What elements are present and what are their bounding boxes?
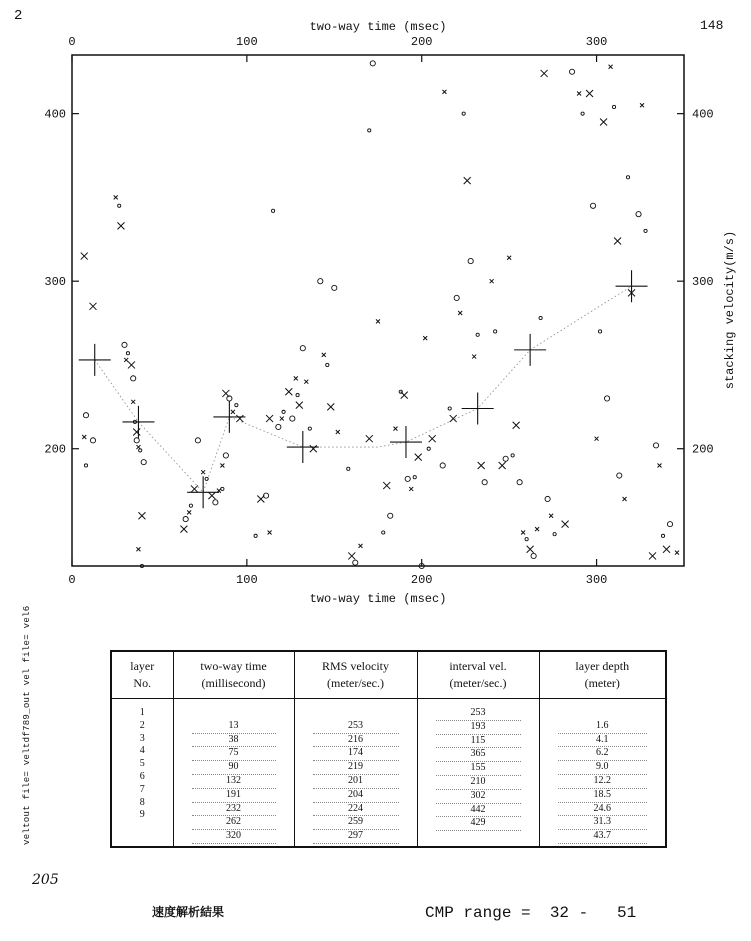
semblance-cross xyxy=(549,514,553,518)
header-rms xyxy=(294,651,417,699)
semblance-circle xyxy=(223,453,228,458)
rms-cell: 297 xyxy=(313,830,399,844)
semblance-circle xyxy=(653,443,658,448)
rms-cell: 216 xyxy=(313,734,399,748)
y-tick-label-right: 300 xyxy=(692,275,714,290)
semblance-circle xyxy=(517,480,522,485)
time-cell: 262 xyxy=(192,816,276,830)
semblance-circle xyxy=(569,69,574,74)
semblance-circle xyxy=(626,176,629,179)
rms-cell: 174 xyxy=(313,747,399,761)
semblance-cross xyxy=(201,470,205,474)
velocity-pick xyxy=(79,344,111,376)
semblance-circle xyxy=(296,394,299,397)
semblance-cross xyxy=(562,521,569,528)
depth-column xyxy=(539,699,666,848)
x-tick-label-top: 200 xyxy=(410,35,433,49)
interval-cell: 210 xyxy=(436,776,521,790)
table-header-row xyxy=(111,651,666,699)
layer-cell: 3 xyxy=(139,732,145,744)
x-tick-label-bottom: 0 xyxy=(68,573,76,587)
semblance-circle xyxy=(531,553,536,558)
interval-cell: 115 xyxy=(436,735,521,749)
semblance-cross xyxy=(649,552,656,559)
header-time xyxy=(173,651,294,699)
header-interval xyxy=(417,651,539,699)
layer-column xyxy=(111,699,173,848)
semblance-cross xyxy=(409,487,413,491)
semblance-circle xyxy=(644,229,647,232)
depth-cell: 24.6 xyxy=(558,803,648,817)
time-cell: 132 xyxy=(192,775,276,789)
depth-cell: 1.6 xyxy=(558,720,648,734)
time-cell: 320 xyxy=(192,830,276,844)
depth-cell: 12.2 xyxy=(558,775,648,789)
semblance-circle xyxy=(448,407,451,410)
header-depth xyxy=(539,651,666,699)
semblance-cross xyxy=(82,435,86,439)
semblance-circle xyxy=(545,496,550,501)
layer-cell: 4 xyxy=(139,745,145,757)
semblance-cross xyxy=(366,435,373,442)
semblance-circle xyxy=(413,476,416,479)
semblance-cross xyxy=(464,177,471,184)
semblance-cross xyxy=(442,90,446,94)
semblance-cross xyxy=(586,90,593,97)
time-column xyxy=(173,699,294,848)
semblance-circle xyxy=(326,363,329,366)
semblance-circle xyxy=(308,427,311,430)
x-axis-label-bottom: two-way time (msec) xyxy=(309,592,447,606)
interval-cell: 155 xyxy=(436,762,521,776)
semblance-cross xyxy=(527,546,534,553)
header-interval-line2: (meter/sec.) xyxy=(449,676,507,690)
semblance-cross xyxy=(81,253,88,260)
semblance-cross xyxy=(663,546,670,553)
semblance-cross xyxy=(187,510,191,514)
x-tick-label-bottom: 300 xyxy=(585,573,608,587)
semblance-cross xyxy=(296,402,303,409)
depth-cell: 31.3 xyxy=(558,816,648,830)
time-cell: 90 xyxy=(192,761,276,775)
semblance-cross xyxy=(208,492,215,499)
semblance-cross xyxy=(128,361,135,368)
semblance-cross xyxy=(133,428,140,435)
semblance-circle xyxy=(300,346,305,351)
semblance-circle xyxy=(271,209,274,212)
semblance-cross xyxy=(472,355,476,359)
semblance-circle xyxy=(195,438,200,443)
header-rms-line2: (meter/sec.) xyxy=(327,676,384,690)
time-cell: 232 xyxy=(192,803,276,817)
semblance-cross xyxy=(401,392,408,399)
semblance-cross xyxy=(507,256,511,260)
layer-cell: 8 xyxy=(139,796,145,808)
header-layer-line2: No. xyxy=(133,676,152,690)
semblance-cross xyxy=(131,400,135,404)
depth-cell: 9.0 xyxy=(558,761,648,775)
semblance-circle xyxy=(604,396,609,401)
semblance-cross xyxy=(393,427,397,431)
semblance-circle xyxy=(221,487,224,490)
semblance-cross xyxy=(458,311,462,315)
interval-column xyxy=(417,699,539,848)
rms-cell: 204 xyxy=(313,789,399,803)
y-tick-label-left: 200 xyxy=(44,442,66,457)
velocity-pick xyxy=(616,270,648,302)
rms-cell: 259 xyxy=(313,816,399,830)
semblance-cross xyxy=(266,415,273,422)
semblance-circle xyxy=(141,460,146,465)
semblance-circle xyxy=(84,464,87,467)
semblance-circle xyxy=(382,531,385,534)
semblance-circle xyxy=(134,438,139,443)
semblance-cross xyxy=(359,544,363,548)
velocity-pick xyxy=(462,393,494,425)
header-depth-line1: layer depth xyxy=(575,659,630,673)
semblance-cross xyxy=(180,526,187,533)
semblance-circle xyxy=(118,204,121,207)
semblance-circle xyxy=(667,522,672,527)
y-tick-label-left: 400 xyxy=(44,107,66,122)
semblance-cross xyxy=(429,435,436,442)
depth-spacer xyxy=(558,707,648,720)
velocity-table xyxy=(110,650,667,848)
semblance-cross xyxy=(675,551,679,555)
semblance-circle xyxy=(636,212,641,217)
interval-cell: 302 xyxy=(436,790,521,804)
semblance-cross xyxy=(231,410,235,414)
x-tick-label-top: 0 xyxy=(68,35,76,49)
semblance-cross xyxy=(490,279,494,283)
rms-cell: 201 xyxy=(313,775,399,789)
page-number-right: 148 xyxy=(700,18,724,33)
semblance-circle xyxy=(122,342,127,347)
time-cell: 191 xyxy=(192,789,276,803)
header-time-line1: two-way time xyxy=(200,659,267,673)
semblance-circle xyxy=(83,413,88,418)
semblance-circle xyxy=(90,438,95,443)
semblance-circle xyxy=(482,480,487,485)
semblance-cross xyxy=(541,70,548,77)
page-number-left: 2 xyxy=(14,8,23,24)
semblance-cross xyxy=(415,454,422,461)
velocity-trend-line xyxy=(95,286,632,492)
semblance-circle xyxy=(368,129,371,132)
layer-cell: 2 xyxy=(139,719,145,731)
depth-cell: 43.7 xyxy=(558,830,648,844)
cmp-range: CMP range = 32 - 51 xyxy=(425,904,637,922)
semblance-cross xyxy=(383,482,390,489)
semblance-circle xyxy=(370,61,375,66)
time-spacer xyxy=(192,707,276,720)
semblance-circle xyxy=(388,513,393,518)
semblance-cross xyxy=(285,388,292,395)
rms-column xyxy=(294,699,417,848)
semblance-circle xyxy=(581,112,584,115)
semblance-circle xyxy=(598,330,601,333)
time-cell: 75 xyxy=(192,747,276,761)
semblance-cross xyxy=(220,463,224,467)
y-tick-label-right: 400 xyxy=(692,107,714,122)
semblance-circle xyxy=(183,516,188,521)
header-interval-line1: interval vel. xyxy=(449,659,507,673)
semblance-cross xyxy=(614,237,621,244)
time-cell: 13 xyxy=(192,720,276,734)
semblance-circle xyxy=(189,504,192,507)
semblance-cross xyxy=(348,552,355,559)
semblance-circle xyxy=(235,404,238,407)
semblance-cross xyxy=(294,376,298,380)
interval-cell: 365 xyxy=(436,748,521,762)
semblance-circle xyxy=(205,477,208,480)
x-tick-label-bottom: 200 xyxy=(410,573,433,587)
semblance-cross xyxy=(327,403,334,410)
layer-cell: 7 xyxy=(139,783,145,795)
layer-cell: 5 xyxy=(139,758,145,770)
depth-cell: 18.5 xyxy=(558,789,648,803)
velocity-pick xyxy=(390,426,422,458)
semblance-circle xyxy=(405,476,410,481)
semblance-circle xyxy=(539,316,542,319)
header-rms-line1: RMS velocity xyxy=(321,659,389,673)
rms-spacer xyxy=(313,707,399,720)
semblance-cross xyxy=(600,119,607,126)
semblance-circle xyxy=(440,463,445,468)
semblance-cross xyxy=(136,547,140,551)
semblance-circle xyxy=(318,279,323,284)
semblance-circle xyxy=(353,560,358,565)
depth-cell: 4.1 xyxy=(558,734,648,748)
semblance-circle xyxy=(494,330,497,333)
semblance-cross xyxy=(310,445,317,452)
velocity-file-note: veltout file= veltdf789_out vel file= vel6 xyxy=(22,605,32,845)
semblance-cross xyxy=(513,422,520,429)
x-tick-label-bottom: 100 xyxy=(236,573,258,587)
rms-cell: 224 xyxy=(313,803,399,817)
semblance-circle xyxy=(332,285,337,290)
interval-cell: 429 xyxy=(436,817,521,831)
semblance-cross xyxy=(117,222,124,229)
layer-cell: 9 xyxy=(139,809,145,821)
x-tick-label-top: 100 xyxy=(236,35,258,49)
semblance-cross xyxy=(322,353,326,357)
semblance-cross xyxy=(138,512,145,519)
y-tick-label-right: 200 xyxy=(692,442,714,457)
y-axis-label-right: stacking velocity(m/s) xyxy=(723,230,737,390)
table-body-row xyxy=(111,699,666,848)
semblance-cross xyxy=(89,303,96,310)
time-cell: 38 xyxy=(192,734,276,748)
velocity-pick xyxy=(187,476,219,508)
semblance-cross xyxy=(304,380,308,384)
semblance-circle xyxy=(468,258,473,263)
figure-caption: 速度解析結果 xyxy=(152,905,225,919)
semblance-cross xyxy=(236,415,243,422)
x-axis-label-top: two-way time (msec) xyxy=(309,20,447,34)
semblance-circle xyxy=(525,538,528,541)
semblance-circle xyxy=(612,105,615,108)
semblance-circle xyxy=(617,473,622,478)
semblance-cross xyxy=(658,463,662,467)
semblance-circle xyxy=(254,534,257,537)
depth-cell: 6.2 xyxy=(558,747,648,761)
semblance-circle xyxy=(213,500,218,505)
semblance-cross xyxy=(478,462,485,469)
semblance-cross xyxy=(268,530,272,534)
rms-cell: 253 xyxy=(313,720,399,734)
semblance-circle xyxy=(462,112,465,115)
velocity-pick xyxy=(122,406,154,438)
semblance-cross xyxy=(595,437,599,441)
layer-cell: 1 xyxy=(139,707,145,718)
handwritten-note: 205 xyxy=(32,872,59,888)
interval-cell: 253 xyxy=(436,707,521,721)
rms-cell: 219 xyxy=(313,761,399,775)
semblance-circle xyxy=(661,534,664,537)
semblance-cross xyxy=(577,92,581,96)
semblance-circle xyxy=(553,533,556,536)
header-layer-line1: layer xyxy=(130,659,155,673)
semblance-circle xyxy=(503,456,508,461)
header-depth-line2: (meter) xyxy=(584,676,620,690)
semblance-circle xyxy=(126,352,129,355)
semblance-circle xyxy=(347,467,350,470)
velocity-pick xyxy=(287,431,319,463)
semblance-circle xyxy=(276,424,281,429)
interval-cell: 193 xyxy=(436,721,521,735)
semblance-cross xyxy=(336,430,340,434)
semblance-cross xyxy=(376,319,380,323)
semblance-cross xyxy=(521,530,525,534)
semblance-circle xyxy=(427,447,430,450)
semblance-circle xyxy=(476,333,479,336)
semblance-cross xyxy=(423,336,427,340)
header-layer xyxy=(111,651,173,699)
semblance-cross xyxy=(609,65,613,69)
semblance-cross xyxy=(535,527,539,531)
semblance-cross xyxy=(124,358,128,362)
plot-frame xyxy=(72,55,684,566)
velocity-pick xyxy=(213,401,245,433)
header-time-line2: (millisecond) xyxy=(201,676,266,690)
semblance-cross xyxy=(280,417,284,421)
semblance-circle xyxy=(290,416,295,421)
semblance-circle xyxy=(131,376,136,381)
interval-cell: 442 xyxy=(436,804,521,818)
semblance-cross xyxy=(114,195,118,199)
y-tick-label-left: 300 xyxy=(44,275,66,290)
semblance-cross xyxy=(640,103,644,107)
layer-cell: 6 xyxy=(139,770,145,782)
semblance-circle xyxy=(282,410,285,413)
semblance-circle xyxy=(511,454,514,457)
x-tick-label-top: 300 xyxy=(585,35,608,49)
velocity-pick xyxy=(514,334,546,366)
semblance-cross xyxy=(499,462,506,469)
semblance-circle xyxy=(590,203,595,208)
semblance-cross xyxy=(191,485,198,492)
semblance-cross xyxy=(623,497,627,501)
semblance-circle xyxy=(454,295,459,300)
